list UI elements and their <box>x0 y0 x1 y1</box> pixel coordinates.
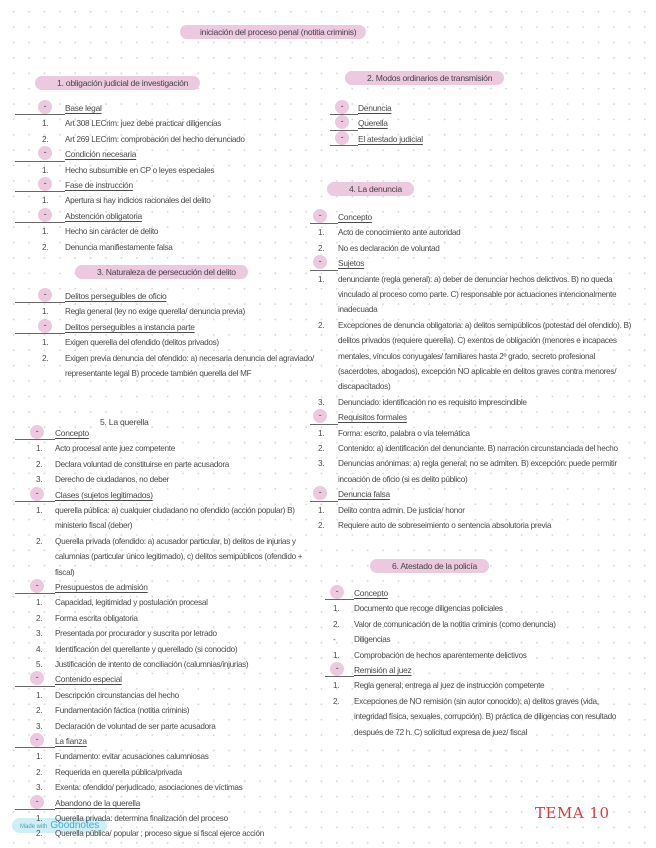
item-number: 1. <box>36 690 43 700</box>
list-item <box>15 719 317 734</box>
group-label <box>15 426 317 441</box>
item-text: Excepciones de denuncia obligatoria: a) delitos semipúblicos (potestad del ofendido). B) delitos privados (requiere querella). C) exentos de obligación (menores e incapaces mentales, vínculos conyugales/ familiares hasta 2º grado, secreto profesional (sacerdotes, abogados), excepción NO aplicable en delitos graves contra menores/ discapacitados) <box>338 320 632 392</box>
group-label <box>15 796 317 811</box>
item-text: Denuncias anónimas: a) regla general; no se admiten. B) excepción: puede permitir incoación de oficio (si es delito público) <box>338 459 617 484</box>
item-number: 2. <box>36 829 43 839</box>
bullet-dot-icon: - <box>313 409 327 423</box>
list-item <box>310 441 633 456</box>
underline-divider <box>310 424 338 425</box>
bullet-dot-icon: - <box>335 100 349 114</box>
underline-divider <box>310 270 338 271</box>
item-text: Exigen querella del ofendido (delitos privados) <box>65 338 219 348</box>
item-text: Art 308 LECrim: juez debe practicar diligencias <box>65 119 222 129</box>
list-item <box>15 224 315 239</box>
list-item <box>310 518 633 533</box>
item-text: Acto procesal ante juez competente <box>55 444 175 454</box>
group-label <box>15 320 315 335</box>
group-title: Concepto <box>354 588 388 598</box>
item-number: 1. <box>318 428 325 438</box>
item-number: 1. <box>42 196 49 206</box>
group-label <box>310 410 633 425</box>
group-title: La fianza <box>55 736 87 747</box>
list-item <box>15 657 317 672</box>
item-number: 2. <box>42 353 49 363</box>
item-number: 1. <box>36 814 43 824</box>
bullet-dot-icon: - <box>30 487 44 501</box>
group-label <box>330 132 628 147</box>
note-group <box>15 147 315 178</box>
topic-label: TEMA 10 <box>535 804 610 822</box>
group-title: Sujetos <box>338 258 365 269</box>
item-text: Capacidad, legitimidad y postulación procesal <box>55 598 208 608</box>
list-item <box>15 811 317 826</box>
underline-divider <box>15 809 55 810</box>
item-number: 3. <box>36 475 43 485</box>
list-item <box>15 116 315 131</box>
group-label <box>310 210 633 225</box>
bullet-dot-icon: - <box>30 795 44 809</box>
underline-divider <box>15 593 55 594</box>
list-item <box>15 457 317 472</box>
list-item <box>15 626 317 641</box>
list-item <box>15 335 315 350</box>
note-group <box>15 426 317 488</box>
item-text: Hecho sin carácter de delito <box>65 227 159 237</box>
list-item <box>310 395 633 410</box>
item-text: Exenta: ofendido/ perjudicado, asociaciones de víctimas <box>55 783 243 793</box>
item-number: 3. <box>36 629 43 639</box>
bullet-dot-icon: - <box>30 671 44 685</box>
note-group <box>15 796 317 842</box>
item-text: Requerida en querella pública/privada <box>55 767 182 777</box>
note-group <box>15 289 315 320</box>
section-body <box>330 101 628 147</box>
list-item <box>15 703 317 718</box>
list-item <box>15 749 317 764</box>
list-item <box>15 441 317 456</box>
item-number: 2. <box>42 134 49 144</box>
group-label <box>310 256 633 271</box>
list-item <box>15 642 317 657</box>
group-label <box>15 734 317 749</box>
note-group <box>325 663 624 740</box>
group-title: Clases (sujetos legitimados) <box>55 489 153 500</box>
item-text: Denunciado: identificación no es requisito imprescindible <box>338 397 527 407</box>
note-group <box>310 410 633 487</box>
group-title: El atestado judicial <box>358 133 423 144</box>
note-group <box>15 101 315 147</box>
underline-divider <box>15 222 65 223</box>
item-number: 3. <box>36 721 43 731</box>
list-item <box>15 780 317 795</box>
item-number: 2. <box>42 242 49 252</box>
item-number: 1. <box>333 650 340 660</box>
bullet-dot-icon: - <box>38 146 52 160</box>
bullet-dot-icon: - <box>330 662 344 676</box>
item-text: Hecho subsumible en CP o leyes especiales <box>65 165 215 175</box>
underline-divider <box>15 686 55 687</box>
section-body <box>310 210 633 533</box>
list-item <box>15 132 315 147</box>
note-group <box>330 101 628 116</box>
note-group <box>15 209 315 255</box>
item-number: 3. <box>318 397 325 407</box>
list-item <box>15 240 315 255</box>
item-number: 3. <box>318 459 325 469</box>
bullet-dot-icon: - <box>30 733 44 747</box>
item-number: 2. <box>36 767 43 777</box>
bullet-dot-icon: - <box>313 486 327 500</box>
group-label <box>330 101 628 116</box>
item-text: Forma escrita obligatoria <box>55 613 138 623</box>
item-number: 1. <box>318 228 325 238</box>
underline-divider <box>15 114 65 115</box>
bullet-dot-icon: - <box>30 425 44 439</box>
group-label <box>15 147 315 162</box>
group-title: Fase de instrucción <box>65 180 133 190</box>
note-group <box>310 256 633 410</box>
watermark-brand: Goodnotes <box>50 820 100 831</box>
item-number: 5. <box>36 660 43 670</box>
group-title: Requisitos formales <box>338 412 407 423</box>
item-text: Querella privada (ofendido: a) acusador particular, b) delitos de injurias y calumnias (particular único legitimado), c) delitos semipúblicos (ofendido + fiscal) <box>55 536 303 577</box>
item-number: 1. <box>42 338 49 348</box>
section-heading: 1. obligación judicial de investigación <box>35 76 200 90</box>
item-text: Contenido: a) identificación del denunciante. B) narración circunstanciada del hecho <box>338 444 618 454</box>
item-number: 2. <box>333 696 340 706</box>
item-text: Identificación del querellante y querellado (si conocido) <box>55 644 238 654</box>
underline-divider <box>310 501 338 502</box>
list-item <box>310 456 633 487</box>
item-text: Fundamento: evitar acusaciones calumniosas <box>55 752 209 762</box>
list-item <box>15 304 315 319</box>
list-item <box>15 765 317 780</box>
item-text: Requiere auto de sobreseimiento o sentencia absolutoria previa <box>338 521 552 531</box>
bullet-dot-icon: - <box>335 131 349 145</box>
group-title: Querella <box>358 118 388 129</box>
note-group <box>15 580 317 672</box>
section-body <box>15 101 315 255</box>
underline-divider <box>15 302 65 303</box>
note-group <box>310 487 633 533</box>
group-label <box>15 580 317 595</box>
page-title: iniciación del proceso penal (notitia criminis) <box>180 25 366 39</box>
item-text: denunciante (regla general): a) deber de denunciar hechos delictivos. B) no queda vinculado al proceso como parte. C) responsable por actuaciones intencionalmente inadecuada <box>338 274 617 315</box>
item-number: 2. <box>318 521 325 531</box>
group-title: Delitos perseguibles a instancia parte <box>65 321 195 332</box>
list-item <box>15 595 317 610</box>
group-label <box>15 672 317 687</box>
item-number: 1. <box>42 165 49 175</box>
item-text: Excepciones de NO remisión (sin autor conocido): a) delitos graves (vida, integridad física, sexuales, corrupción). B) práctica de diligencias con resultado después de 72 h. C) solicitud expresa de juez/ fiscal <box>354 696 617 737</box>
item-number: 1. <box>36 444 43 454</box>
group-label <box>325 663 624 678</box>
group-title: Presupuestos de admisión <box>55 582 148 593</box>
bullet-dot-icon: - <box>313 255 327 269</box>
section-heading: 4. La denuncia <box>327 182 414 196</box>
section-heading: 3. Naturaleza de persecución del delito <box>75 265 248 279</box>
underline-divider <box>15 501 55 502</box>
section-heading: 5. La querella <box>100 417 149 427</box>
item-number: 2. <box>318 243 325 253</box>
group-title: Condición necesaria <box>65 149 137 160</box>
section-body <box>15 289 315 381</box>
item-text: Art 269 LECrim: comprobación del hecho denunciado <box>65 134 245 144</box>
underline-divider <box>310 223 338 224</box>
item-number: 2. <box>36 706 43 716</box>
item-text: Documento que recoge diligencias policiales <box>354 604 503 614</box>
list-item <box>310 426 633 441</box>
underline-divider <box>15 161 65 162</box>
item-text: Regla general (ley no exige querella/ denuncia previa) <box>65 307 245 317</box>
item-text: Denuncia manifiestamente falsa <box>65 242 173 252</box>
list-item <box>325 601 624 616</box>
item-number: 2. <box>318 320 325 330</box>
item-text: No es declaración de voluntad <box>338 243 440 253</box>
item-text: Regla general; entrega al juez de instrucción competente <box>354 681 545 691</box>
list-item <box>15 611 317 626</box>
group-title: Denuncia <box>358 103 392 113</box>
item-text: Diligencias <box>354 635 391 645</box>
item-number: 1. <box>36 752 43 762</box>
item-text: Justificación de intento de conciliación (calumnias/injurias) <box>55 660 249 670</box>
item-number: 2. <box>36 613 43 623</box>
bullet-dot-icon: - <box>38 177 52 191</box>
underline-divider <box>325 676 354 677</box>
item-number: 1. <box>333 681 340 691</box>
item-text: Declara voluntad de constituirse en parte acusadora <box>55 459 230 469</box>
item-text: Fundamentación fáctica (notitia criminis) <box>55 706 190 716</box>
group-label <box>15 101 315 116</box>
list-item <box>15 688 317 703</box>
item-text: Comprobación de hechos aparentemente delictivos <box>354 650 527 660</box>
bullet-dot-icon: - <box>38 288 52 302</box>
list-item <box>325 678 624 693</box>
item-number: 1. <box>36 598 43 608</box>
group-title: Base legal <box>65 103 102 113</box>
list-item <box>325 694 624 740</box>
note-group <box>15 734 317 796</box>
item-text: Exigen previa denuncia del ofendido: a) necesaria denuncia del agraviado/ representante legal B) procede también querella del MF <box>65 353 314 378</box>
bullet-dot-icon: - <box>30 579 44 593</box>
list-item <box>15 503 317 534</box>
list-item <box>15 472 317 487</box>
bullet-dot-icon: - <box>38 208 52 222</box>
item-text: Acto de conocimiento ante autoridad <box>338 228 461 238</box>
group-title: Remisión al juez <box>354 665 412 676</box>
underline-divider <box>15 333 65 334</box>
group-title: Concepto <box>338 212 372 222</box>
underline-divider <box>330 145 358 146</box>
bullet-dot-icon: - <box>38 100 52 114</box>
list-item <box>15 193 315 208</box>
item-number: 1. <box>42 307 49 317</box>
group-title: Delitos perseguibles de oficio <box>65 291 167 301</box>
list-item <box>310 225 633 240</box>
note-group <box>15 488 317 580</box>
underline-divider <box>15 191 65 192</box>
group-title: Abstención obligatoria <box>65 210 142 221</box>
item-number: 1. <box>318 505 325 515</box>
group-label <box>325 586 624 601</box>
note-group <box>325 586 624 663</box>
item-text: Descripción circunstancias del hecho <box>55 690 179 700</box>
item-text: Derecho de ciudadanos, no deber <box>55 475 170 485</box>
item-number: 1. <box>318 274 325 284</box>
section-body <box>15 426 317 842</box>
list-item <box>325 632 624 647</box>
group-label <box>15 289 315 304</box>
list-item <box>15 163 315 178</box>
bullet-dot-icon: - <box>335 115 349 129</box>
group-title: Abandono de la querella <box>55 797 141 808</box>
group-label <box>15 488 317 503</box>
list-item <box>15 351 315 382</box>
note-group <box>330 132 628 147</box>
item-text: Forma: escrito, palabra o vía telemática <box>338 428 470 438</box>
note-group <box>15 178 315 209</box>
item-text: querella pública: a) cualquier ciudadano no ofendido (acción popular) B) ministerio fiscal (deber) <box>55 506 295 531</box>
group-title: Contenido especial <box>55 674 122 685</box>
underline-divider <box>15 747 55 748</box>
item-text: Declaración de voluntad de ser parte acusadora <box>55 721 216 731</box>
list-item <box>15 826 317 841</box>
group-label <box>310 487 633 502</box>
group-title: Denuncia falsa <box>338 489 390 500</box>
note-group <box>330 116 628 131</box>
underline-divider <box>15 439 55 440</box>
item-number: 4. <box>36 644 43 654</box>
item-number: 1. <box>36 506 43 515</box>
note-group <box>15 672 317 734</box>
item-text: Querella privada: determina finalización del proceso <box>55 814 228 824</box>
group-label <box>330 116 628 131</box>
item-text: Querella pública/ popular ; proceso sigue si fiscal ejerce acción <box>55 829 264 839</box>
item-number: 1. <box>333 604 340 614</box>
item-text: Apertura si hay indicios racionales del delito <box>65 196 211 206</box>
underline-divider <box>325 599 354 600</box>
item-number: 2. <box>333 619 340 629</box>
section-heading: 2. Modos ordinarios de transmisión <box>345 71 504 85</box>
item-text: Presentada por procurador y suscrita por letrado <box>55 629 217 639</box>
list-item <box>310 503 633 518</box>
section-heading: 6. Atestado de la policía <box>370 559 489 573</box>
item-number: 1. <box>42 119 49 129</box>
bullet-dot-icon: - <box>313 209 327 223</box>
item-text: Delito contra admin. De justicia/ honor <box>338 505 465 515</box>
bullet-dot-icon: - <box>38 319 52 333</box>
list-item <box>15 534 317 580</box>
item-text: Valor de comunicación de la notitia criminis (como denuncia) <box>354 619 556 629</box>
item-number: 1. <box>42 227 49 237</box>
group-label <box>15 178 315 193</box>
list-item <box>325 617 624 632</box>
item-number: - <box>333 635 336 645</box>
list-item <box>310 272 633 318</box>
bullet-dot-icon: - <box>330 585 344 599</box>
group-title: Concepto <box>55 428 89 438</box>
list-item <box>325 648 624 663</box>
list-item <box>310 241 633 256</box>
watermark-prefix: Made with <box>20 824 48 830</box>
item-number: 2. <box>318 444 325 454</box>
note-group <box>15 320 315 382</box>
item-number: 2. <box>36 536 43 546</box>
note-group <box>310 210 633 256</box>
item-number: 3. <box>36 783 43 793</box>
item-number: 2. <box>36 459 43 469</box>
group-label <box>15 209 315 224</box>
section-body <box>325 586 624 740</box>
list-item <box>310 318 633 395</box>
